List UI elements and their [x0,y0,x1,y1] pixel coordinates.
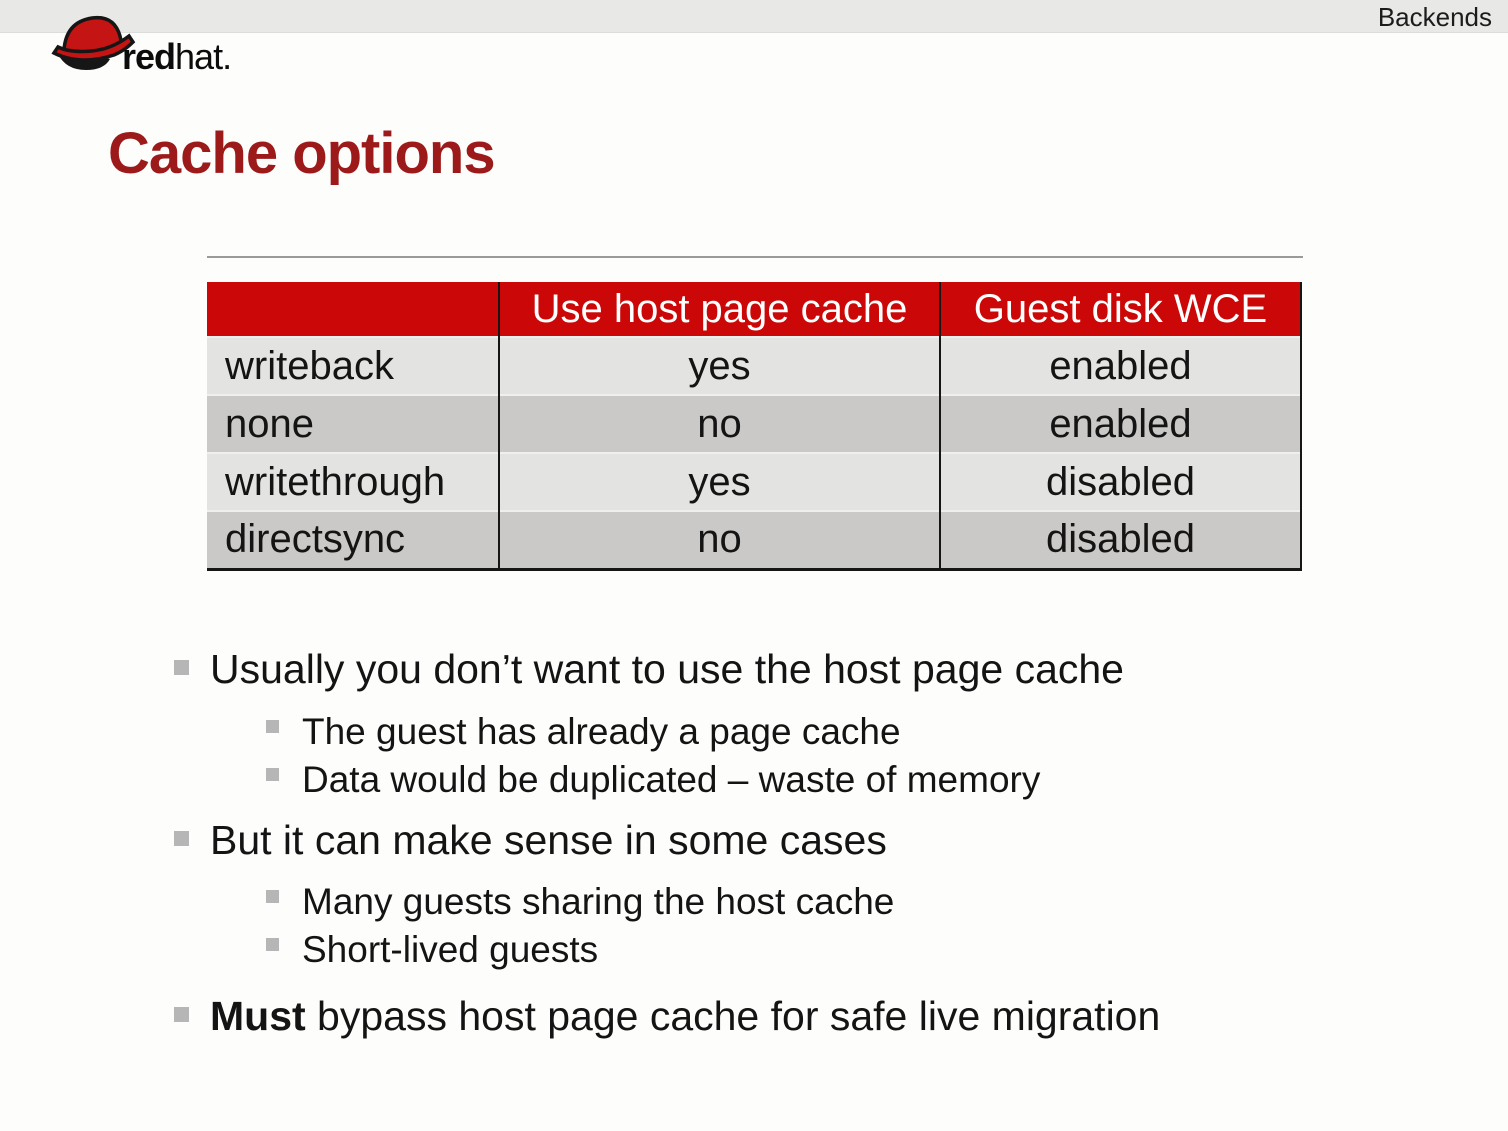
subbullet-short-lived-guests [0,929,1508,981]
bullet-can-make-sense [0,817,1508,869]
table-row-none [207,395,1301,453]
bullet-square-icon [266,720,279,733]
bullet-text: The guest has already a page cache [302,711,901,752]
redhat-logo [50,10,231,79]
bullet-square-icon [266,938,279,951]
bullet-text: Short-lived guests [302,929,599,970]
cache-options-table [207,282,1302,571]
section-label: Backends [1377,2,1492,32]
cell-host-page-cache: yes [499,337,940,395]
cell-guest-disk-wce: enabled [940,395,1301,453]
table-row-writeback [207,337,1301,395]
cell-mode: writeback [207,337,499,395]
cell-guest-disk-wce: disabled [940,453,1301,511]
cell-mode: directsync [207,511,499,569]
subbullet-guest-page-cache [0,711,1508,763]
cell-host-page-cache: no [499,511,940,569]
subbullet-duplicated-data [0,759,1508,811]
col-header-mode [207,282,499,337]
bullet-host-page-cache [0,646,1508,698]
col-header-guest-disk-wce: Guest disk WCE [940,282,1301,337]
bullet-text: But it can make sense in some cases [210,817,887,863]
cell-mode: writethrough [207,453,499,511]
cell-host-page-cache: no [499,395,940,453]
redhat-wordmark-red: red [122,36,176,77]
slide-title: Cache options [108,121,495,186]
table-row-writethrough [207,453,1301,511]
bullet-square-icon [174,831,189,846]
cell-guest-disk-wce: enabled [940,337,1301,395]
subbullet-many-guests [0,881,1508,933]
bullet-square-icon [266,768,279,781]
cell-mode: none [207,395,499,453]
redhat-wordmark-hat: hat. [175,36,232,77]
cell-guest-disk-wce: disabled [940,511,1301,569]
bullet-text: Data would be duplicated – waste of memory [302,759,1041,800]
bullet-bold-text: Must [210,993,306,1039]
redhat-wordmark [122,36,232,77]
bullet-text [210,993,1160,1040]
table-header-row [207,282,1301,337]
table-row-directsync [207,511,1301,569]
bullet-rest-text: bypass host page cache for safe live migration [305,993,1161,1039]
bullet-text: Usually you don’t want to use the host page cache [210,646,1124,692]
col-header-host-page-cache: Use host page cache [499,282,940,337]
bullet-text: Many guests sharing the host cache [302,881,895,922]
bullet-square-icon [174,660,189,675]
cell-host-page-cache: yes [499,453,940,511]
bullet-square-icon [266,890,279,903]
bullet-square-icon [174,1007,189,1022]
table-top-rule [207,256,1303,258]
bullet-must-bypass [0,993,1508,1045]
